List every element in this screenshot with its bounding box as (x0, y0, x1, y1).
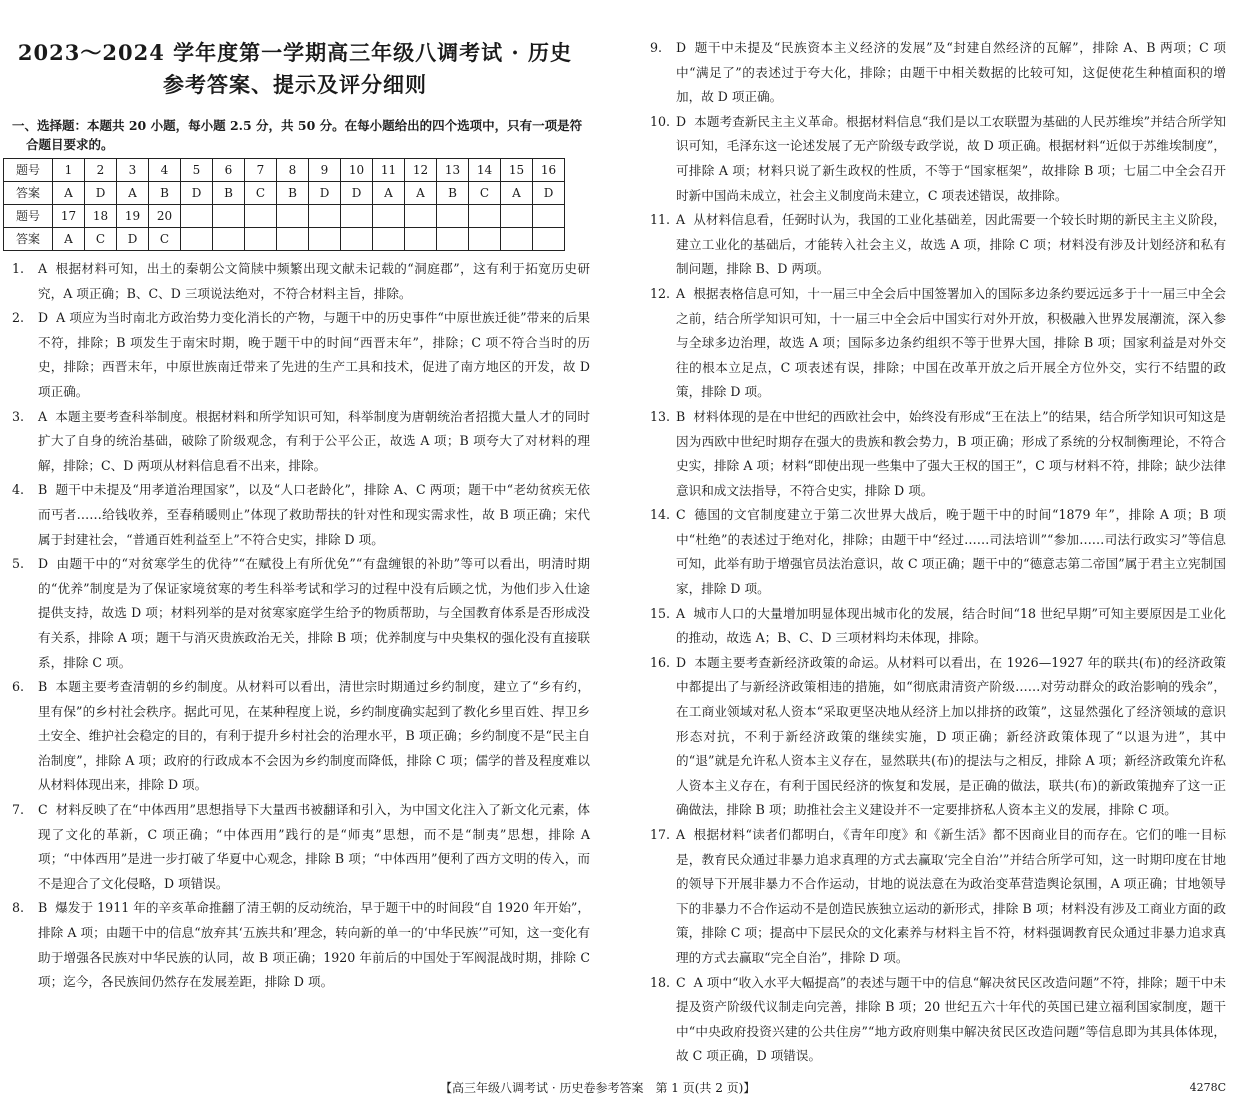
table-cell (213, 228, 245, 251)
answer-explanation (12, 257, 590, 306)
table-cell: 7 (245, 159, 277, 182)
table-cell: 19 (117, 205, 149, 228)
answer-explanation (12, 478, 590, 552)
table-cell: 20 (149, 205, 181, 228)
answer-explanation (650, 503, 1226, 601)
explanation-text: 由题干中的“对贫寒学生的优待”“在赋役上有所优免”“有盘缠银的补助”等可以看出，明清时期的“优养”制度是为了保证家境贫寒的考生科举考试和学习的过程中没有后顾之忧，为他们步入仕途提供支持，故选 D 项；材料列举的是对贫寒家庭学生给予的物质帮助，与全国教育体系是否形成没有关系，排除 A 项；题干与消灭贵族政治无关，排除 B 项；优养制度与中央集权的强化没有直接联系，排除 C 项。 (38, 556, 590, 670)
table-cell (277, 228, 309, 251)
left-column (12, 0, 590, 995)
answer-letter: D (676, 113, 687, 129)
answer-explanation (650, 110, 1226, 208)
answer-explanation (12, 405, 590, 479)
table-cell: 15 (501, 159, 533, 182)
explanation-text: 根据表格信息可知，十一届三中全会后中国签署加入的国际多边条约要远远多于十一届三中全会之前，结合所学知识可知，十一届三中全会后中国实行对外开放，积极融入世界发展潮流，深入参与全球多边治理，故选 A 项；国际多边条约组织不等于世界大国，排除 B 项；国家利益是对外交往的根本立足点，C 项表述有误，排除；中国在改革开放之后开展全方位外交，实行不结盟的政策，排除 D 项。 (676, 285, 1226, 400)
table-cell: 9 (309, 159, 341, 182)
row-label: 答案 (4, 182, 53, 205)
answer-letter: A (676, 605, 686, 621)
answer-letter: A (676, 212, 686, 228)
answer-letter: D (676, 40, 687, 55)
document-title: 2023～2024 学年度第一学期高三年级八调考试 · 历史 (17, 40, 573, 65)
answer-explanation (650, 602, 1226, 651)
table-cell (341, 205, 373, 228)
answer-explanation (12, 306, 590, 404)
answer-letter: B (38, 900, 48, 916)
document-code: 4278C (1189, 1080, 1226, 1094)
answer-letter: D (676, 654, 687, 670)
answer-letter: B (38, 482, 48, 498)
answer-explanation (650, 823, 1226, 971)
table-cell: 10 (341, 159, 373, 182)
table-cell: 17 (53, 205, 85, 228)
explanation-text: 材料体现的是在中世纪的西欧社会中，始终没有形成“王在法上”的结果，结合所学知识可知这是因为西欧中世纪时期存在强大的贵族和教会势力，B 项正确；形成了系统的分权制衡理论，不符合史实，排除 A 项；材料“即使出现一些集中了强大王权的国王”，C 项与材料不符，排除；缺少法律意识和成文法指导，不符合史实，排除 D 项。 (676, 408, 1226, 498)
explanation-text: 本题主要考查科举制度。根据材料和所学知识可知，科举制度为唐朝统治者招揽大量人才的同时扩大了自身的统治基础，破除了阶级观念，有利于公平公正，故选 A 项；B 项夸大了对材料的理解，排除；C、D 两项从材料信息看不出来，排除。 (38, 408, 590, 473)
table-cell: 11 (373, 159, 405, 182)
table-cell: B (213, 182, 245, 205)
table-cell: 2 (85, 159, 117, 182)
table-cell: D (181, 182, 213, 205)
table-cell: D (85, 182, 117, 205)
question-number: 14. (650, 507, 671, 523)
table-cell (405, 205, 437, 228)
table-cell: 4 (149, 159, 181, 182)
table-cell: 1 (53, 159, 85, 182)
row-label: 题号 (4, 205, 53, 228)
answer-explanation (650, 971, 1226, 1069)
table-cell (469, 228, 501, 251)
answer-table (3, 158, 565, 251)
table-cell: C (469, 182, 501, 205)
table-cell (373, 228, 405, 251)
table-cell: 14 (469, 159, 501, 182)
question-number: 8. (12, 900, 25, 916)
question-number: 7. (12, 802, 25, 818)
table-cell: 8 (277, 159, 309, 182)
table-cell: 13 (437, 159, 469, 182)
table-cell: C (85, 228, 117, 251)
section-heading: 一、选择题：本题共 20 小题，每小题 2.5 分，共 50 分。在每小题给出的四个选项中，只有一项是符合题目要求的。 (12, 118, 583, 152)
question-number: 18. (650, 974, 671, 990)
table-cell: C (245, 182, 277, 205)
table-cell (213, 205, 245, 228)
explanation-text: 本题考查新民主主义革命。根据材料信息“我们是以工农联盟为基础的人民苏维埃”并结合所学知识可知，毛泽东这一论述发展了无产阶级专政学说，故 D 项正确。根据材料“近似于苏维埃制度”，可排除 A 项；材料只说了新生政权的性质，不等于“国家框架”，故排除 B 项；七届二中全会召开时新中国尚未成立，社会主义制度尚未建立，C 项表述错误，故排除。 (676, 113, 1226, 203)
question-number: 1. (12, 261, 25, 276)
question-number: 15. (650, 605, 671, 621)
table-cell (533, 205, 565, 228)
explanation-text: 本题主要考查新经济政策的命运。从材料可以看出，在 1926—1927 年的联共(布)的经济政策中都提出了与新经济政策相违的措施，如“彻底肃清资产阶级……对劳动群众的政治影响的残余”，在工商业领域对私人资本“采取更坚决地从经济上加以排挤的政策”，这显然强化了经济领域的意识形态对抗，不利于新经济政策的继续实施，D 项正确；新经济政策体现了“以退为进”，其中的“退”就是允许私人资本主义存在，显然联共(布)的提法与之相反，排除 A 项；新经济政策允许私人资本主义存在，有利于国民经济的恢复和发展，是正确的做法，联共(布)的新政策抛弃了这一正确做法，排除 B 项；助推社会主义建设并不一定要排挤私人资本主义的发展，排除 C 项。 (676, 654, 1226, 818)
footer-bar (0, 1069, 1236, 1111)
question-number: 6. (12, 679, 25, 695)
question-number: 10. (650, 113, 671, 129)
explanation-text: 城市人口的大量增加明显体现出城市化的发展，结合时间“18 世纪早期”可知主要原因是工业化的推动，故选 A；B、C、D 三项材料均未体现，排除。 (676, 605, 1226, 646)
table-cell: D (117, 228, 149, 251)
explanation-text: 材料反映了在“中体西用”思想指导下大量西书被翻译和引入，为中国文化注入了新文化元素，体现了文化的革新，C 项正确；“中体西用”践行的是“师夷”思想，而不是“制夷”思想，排除 A 项；“中体西用”是进一步打破了华夏中心观念，排除 B 项；“中体西用”便利了西方文明的传入，而不是迎合了文化侵略，D 项错误。 (38, 802, 590, 891)
right-column (650, 0, 1226, 1069)
answer-explanation (650, 208, 1226, 282)
answer-letter: A (38, 408, 48, 424)
table-cell: 3 (117, 159, 149, 182)
table-cell (437, 205, 469, 228)
table-cell (501, 228, 533, 251)
table-cell: B (149, 182, 181, 205)
answer-letter: C (676, 507, 686, 523)
table-cell: A (117, 182, 149, 205)
explanation-text: A 项中“收入水平大幅提高”的表述与题干中的信息“解决贫民区改造问题”不符，排除；题干中未提及资产阶级代议制走向完善，排除 B 项；20 世纪五六十年代的英国已建立福利国家制度，题干中“中央政府投资兴建的公共住房”“地方政府则集中解决贫民区改造问题”等信息即为其具体体现，故 C 项正确，D 项错误。 (676, 974, 1226, 1064)
row-label: 题号 (4, 159, 53, 182)
answer-explanation (650, 36, 1226, 110)
answer-letter: A (676, 285, 686, 301)
table-cell (245, 205, 277, 228)
table-cell (405, 228, 437, 251)
explanations-left (12, 257, 590, 995)
question-number: 13. (650, 408, 671, 424)
table-cell (533, 228, 565, 251)
explanation-text: 题干中未提及“民族资本主义经济的发展”及“封建自然经济的瓦解”，排除 A、B 两项；C 项中“满足了”的表述过于夸大化，排除；由题干中相关数据的比较可知，这促使花生种植面积的增加，故 D 项正确。 (676, 40, 1226, 105)
answer-letter: A (676, 827, 686, 842)
table-cell: A (501, 182, 533, 205)
answer-letter: B (676, 408, 686, 424)
table-cell: C (149, 228, 181, 251)
table-cell: D (341, 182, 373, 205)
explanation-text: 从材料信息看，任弼时认为，我国的工业化基础差，因此需要一个较长时期的新民主主义阶段，建立工业化的基础后，才能转入社会主义，故选 A 项，排除 C 项；材料没有涉及计划经济和私有制问题，排除 B、D 两项。 (676, 212, 1226, 277)
question-number: 17. (650, 827, 671, 842)
explanations-right (650, 36, 1226, 1069)
answer-explanation (650, 282, 1226, 405)
question-number: 5. (12, 556, 25, 572)
answer-explanation (12, 675, 590, 798)
document-subtitle: 参考答案、提示及评分细则 (163, 72, 427, 97)
explanation-text: A 项应为当时南北方政治势力变化消长的产物，与题干中的历史事件“中原世族迁徙”带来的后果不符，排除；B 项发生于南宋时期，晚于题干中的时间“西晋末年”，排除；C 项不符合当时的历史，排除；西晋末年，中原世族南迁带来了先进的生产工具和技术，促进了南方地区的开发，故 D 项正确。 (38, 310, 590, 399)
table-cell (341, 228, 373, 251)
table-cell (181, 205, 213, 228)
table-cell (277, 205, 309, 228)
answer-letter: C (38, 802, 48, 818)
table-cell (437, 228, 469, 251)
question-number: 9. (650, 40, 663, 55)
table-cell: A (53, 228, 85, 251)
table-cell: D (533, 182, 565, 205)
answer-explanation (650, 651, 1226, 823)
table-cell (501, 205, 533, 228)
table-cell: B (277, 182, 309, 205)
table-cell: 6 (213, 159, 245, 182)
table-cell (309, 205, 341, 228)
answer-explanation (12, 896, 590, 994)
table-cell: 5 (181, 159, 213, 182)
table-cell: 16 (533, 159, 565, 182)
explanation-text: 本题主要考查清朝的乡约制度。从材料可以看出，清世宗时期通过乡约制度，建立了“乡有约，里有保”的乡村社会秩序。据此可见，在某种程度上说，乡约制度确实起到了教化乡里百姓、捍卫乡土安全、维护社会稳定的目的，有利于提升乡村社会的治理水平，B 项正确；乡约制度不是“民主自治制度”，排除 A 项；政府的行政成本不会因为乡约制度而降低，排除 C 项；儒学的普及程度难以从材料体现出来，排除 D 项。 (38, 679, 590, 793)
table-cell: B (437, 182, 469, 205)
explanation-text: 爆发于 1911 年的辛亥革命推翻了清王朝的反动统治，早于题干中的时间段“自 1920 年开始”，排除 A 项；由题干中的信息“放弃其‘五族共和’理念，转向新的单一的‘中华民族’”可知，这一变化有助于增强各民族对中华民族的认同，故 B 项正确；1920 年前后的中国处于军阀混战时期，排除 C 项；迄今，各民族间仍然存在发展差距，排除 D 项。 (38, 900, 590, 990)
question-number: 4. (12, 482, 25, 498)
answer-explanation (650, 405, 1226, 503)
answer-explanation (12, 798, 590, 896)
row-label: 答案 (4, 228, 53, 251)
question-number: 2. (12, 310, 25, 326)
answer-letter: A (38, 261, 48, 276)
table-cell (181, 228, 213, 251)
explanation-text: 德国的文官制度建立于第二次世界大战后，晚于题干中的时间“1879 年”，排除 A 项；B 项中“杜绝”的表述过于绝对化，排除；由题干中“经过……司法培训”“参加……司法行政实习”等信息可知，此举有助于增强官员法治意识，故 C 项正确；题干中的“德意志第二帝国”属于君主立宪制国家，排除 D 项。 (676, 507, 1226, 597)
question-number: 11. (650, 212, 671, 228)
table-cell (245, 228, 277, 251)
question-number: 3. (12, 408, 25, 424)
table-cell: A (405, 182, 437, 205)
table-cell: 12 (405, 159, 437, 182)
table-cell (373, 205, 405, 228)
table-cell: A (53, 182, 85, 205)
table-cell (469, 205, 501, 228)
explanation-text: 题干中未提及“用孝道治理国家”，以及“人口老龄化”，排除 A、C 两项；题干中“老幼贫疾无依而丐者……给钱收养，至春稍暖则止”体现了救助帮扶的针对性和现实需求性，故 B 项正确；宋代属于封建社会，“普通百姓利益至上”不符合史实，排除 D 项。 (38, 482, 590, 547)
explanation-text: 根据材料可知，出土的秦朝公文简牍中频繁出现文献未记载的“洞庭郡”，这有利于拓宽历史研究，A 项正确；B、C、D 三项说法绝对，不符合材料主旨，排除。 (38, 261, 590, 301)
explanation-text: 根据材料“读者们都明白，《青年印度》和《新生活》都不因商业目的而存在。它们的唯一目标是，教育民众通过非暴力追求真理的方式去赢取‘完全自治’”并结合所学可知，这一时期印度在甘地的领导下开展非暴力不合作运动，甘地的说法意在为政治变革营造舆论氛围，A 项正确；甘地领导下的非暴力不合作运动不是创造民族独立运动的新形式，排除 B 项；材料没有涉及工商业方面的政策，排除 C 项；提高中下层民众的文化素养与材料主旨不符，材料强调教育民众通过非暴力追求真理的方式去赢取“完全自治”，排除 D 项。 (676, 827, 1226, 965)
answer-letter: D (38, 556, 49, 572)
table-cell (309, 228, 341, 251)
answer-letter: B (38, 679, 48, 695)
question-number: 12. (650, 285, 671, 301)
table-cell: A (373, 182, 405, 205)
table-cell: D (309, 182, 341, 205)
answer-letter: C (676, 974, 686, 990)
page-footer: 【高三年级八调考试 · 历史卷参考答案 第 1 页(共 2 页)】 (440, 1080, 756, 1095)
table-cell: 18 (85, 205, 117, 228)
answer-letter: D (38, 310, 49, 326)
answer-explanation (12, 552, 590, 675)
question-number: 16. (650, 654, 671, 670)
